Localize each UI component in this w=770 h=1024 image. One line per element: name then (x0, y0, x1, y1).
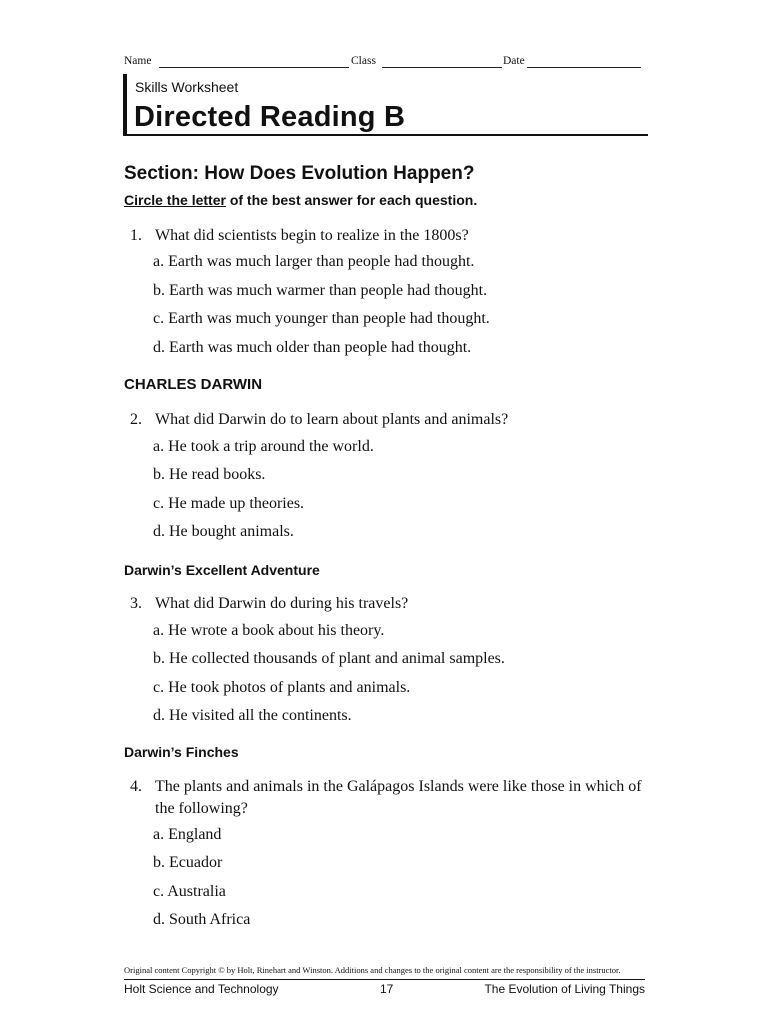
section-title: Section: How Does Evolution Happen? (124, 163, 475, 184)
copyright-notice: Original content Copyright © by Holt, Rinehart and Winston. Additions and changes to the original content are the responsibility of the instructor. (124, 965, 621, 975)
heading-excellent-adventure: Darwin’s Excellent Adventure (124, 562, 320, 578)
q1-option-d: d. Earth was much older than people had thought. (153, 339, 472, 356)
name-blank (159, 67, 349, 68)
title-rule (123, 134, 648, 136)
q1-option-b: b. Earth was much warmer than people had thought. (153, 282, 488, 299)
title-block (123, 74, 648, 136)
footer-publisher: Holt Science and Technology (124, 982, 279, 996)
q3-option-d: d. He visited all the continents. (153, 707, 352, 724)
class-blank (382, 67, 502, 68)
q2-option-a: a. He took a trip around the world. (153, 438, 374, 455)
q2-option-b: b. He read books. (153, 466, 266, 483)
q2-option-c: c. He made up theories. (153, 495, 305, 512)
q1-option-c: c. Earth was much younger than people had thought. (153, 310, 490, 327)
question-number: 4. (130, 778, 142, 795)
q4-option-d: d. South Africa (153, 911, 251, 928)
worksheet-type: Skills Worksheet (135, 79, 239, 95)
date-blank (527, 67, 641, 68)
instructions-underlined: Circle the letter (124, 192, 226, 208)
question-number: 1. (130, 227, 142, 244)
q1-option-a: a. Earth was much larger than people had thought. (153, 253, 475, 270)
q4-option-a: a. England (153, 826, 222, 843)
question-number: 3. (130, 595, 142, 612)
q3-option-a: a. He wrote a book about his theory. (153, 622, 385, 639)
q3-option-c: c. He took photos of plants and animals. (153, 679, 411, 696)
heading-finches: Darwin’s Finches (124, 744, 239, 760)
name-label: Name (124, 55, 152, 67)
page-title: Directed Reading B (134, 101, 406, 133)
class-label: Class (351, 55, 376, 67)
question-number: 2. (130, 411, 142, 428)
heading-charles-darwin: CHARLES DARWIN (124, 376, 263, 393)
footer-chapter: The Evolution of Living Things (484, 982, 645, 996)
student-info-line (124, 55, 644, 71)
date-label: Date (503, 55, 525, 67)
title-left-bar (123, 74, 127, 136)
question-text: What did Darwin do to learn about plants and animals? (155, 411, 509, 428)
question-text: The plants and animals in the Galápagos Islands were like those in which of the following? (155, 778, 642, 817)
instructions-rest: of the best answer for each question. (225, 192, 478, 208)
footer-rule (124, 979, 645, 980)
question-text: What did Darwin do during his travels? (155, 595, 409, 612)
q2-option-d: d. He bought animals. (153, 523, 294, 540)
q3-option-b: b. He collected thousands of plant and animal samples. (153, 650, 505, 667)
q4-option-c: c. Australia (153, 883, 226, 900)
instructions (124, 192, 477, 208)
q4-option-b: b. Ecuador (153, 854, 223, 871)
question-text: What did scientists begin to realize in the 1800s? (155, 227, 469, 244)
footer-page-number: 17 (380, 982, 394, 996)
